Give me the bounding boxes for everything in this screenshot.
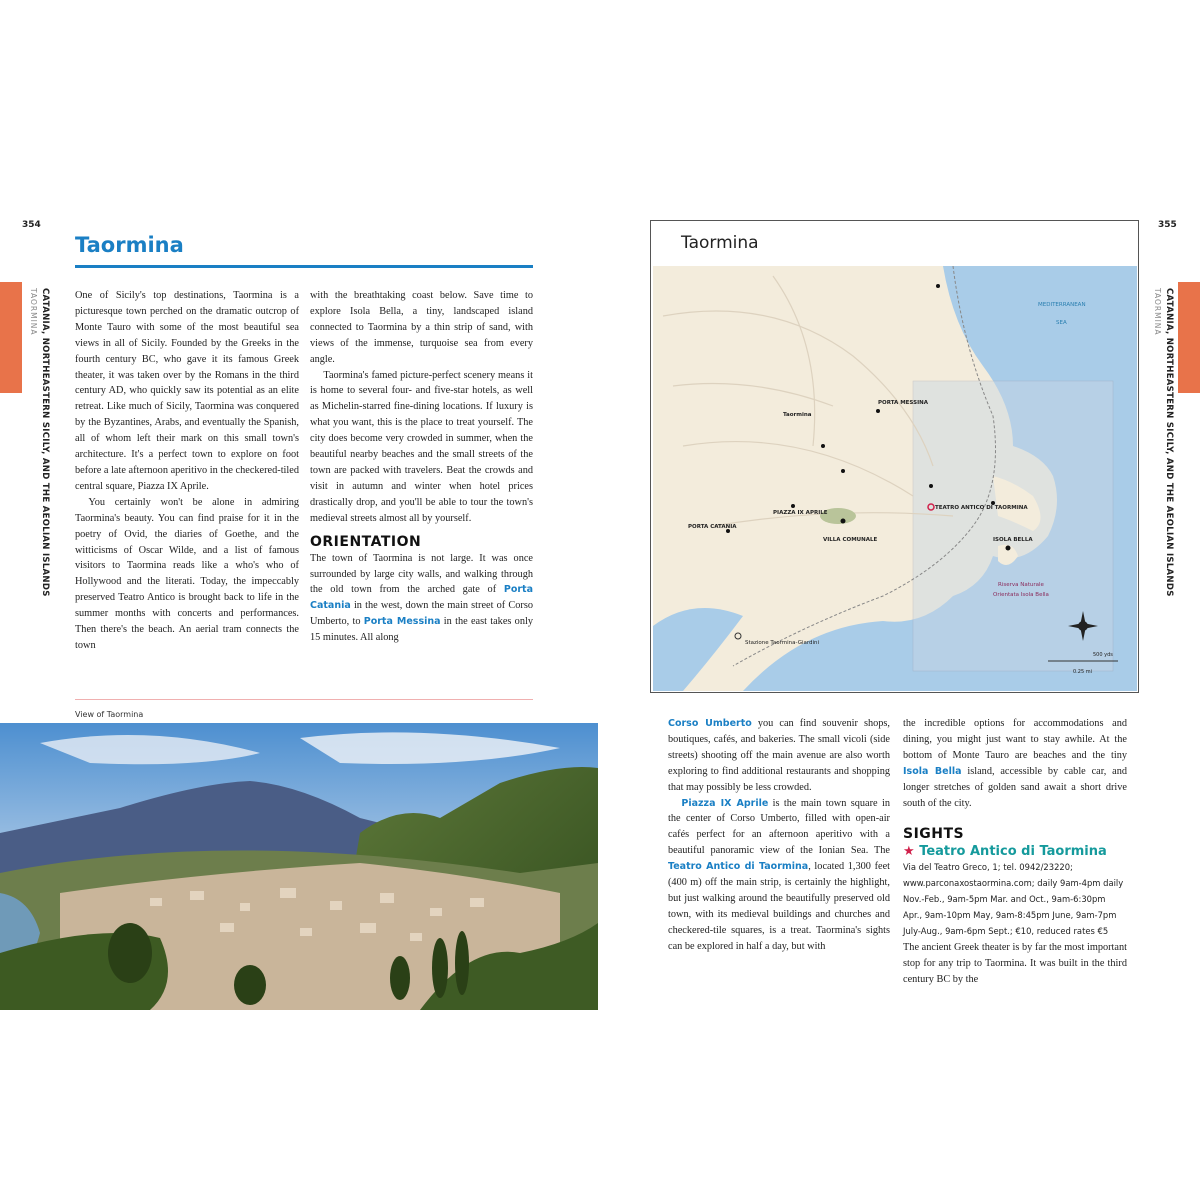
- link-teatro-antico[interactable]: Teatro Antico di Taormina: [668, 861, 809, 873]
- link-porta-catania[interactable]: Porta Catania: [310, 584, 533, 612]
- map-label-riserva: Riserva Naturale: [998, 582, 1044, 588]
- map-label-riserva-2: Orientata Isola Bella: [993, 592, 1049, 598]
- title-rule: [75, 265, 533, 268]
- map-label-town: Taormina: [783, 412, 812, 418]
- scale-label-miles: 0.25 mi: [1073, 669, 1092, 675]
- paragraph: You certainly won't be alone in admiring Taormina's beauty. You can find praise for it in the poetry of Ovid, the diaries of Goethe, and the witticisms of Oscar Wilde, and a list of famous visitors to Taormina reads like a who's who of Hollywood and the literati. Today, the impeccably preserved Teatro Antico is brought back to life in the summer months with concerts and performances. Then there's the beach. An aerial tram connects the town: [75, 496, 299, 651]
- star-icon: ★: [903, 844, 915, 860]
- running-sub-right: [1148, 288, 1167, 336]
- text: , located 1,300 feet (400 m) off the main strip, is certainly the highlight, but just walking around the beautifully preserved old town, with its medieval buildings and churches and checkered-tile squares, is a treat. Taormina's sights can be explored in half a day, but with: [668, 861, 890, 952]
- page-title: Taormina: [75, 233, 184, 257]
- link-piazza-ix-aprile[interactable]: Piazza IX Aprile: [681, 797, 769, 809]
- paragraph: The ancient Greek theater is by far the most important stop for any trip to Taormina. It was built in the third century BC by the: [903, 941, 1127, 985]
- text-column-1: [75, 288, 299, 654]
- paragraph: [668, 796, 890, 955]
- sight-details: Via del Teatro Greco, 1; tel. 0942/23220; www.parconaxostaormina.com; daily 9am-4pm daily Nov.-Feb., 9am-5pm Mar. and Oct., 9am-6:30pm Apr., 9am-10pm May, 9am-8:45pm June, 9am-7pm July-Aug., 9am-6pm Sept.; €10, reduced rates €5: [903, 862, 1124, 937]
- text-column-3: [668, 716, 890, 955]
- page-number-left: 354: [22, 220, 41, 230]
- map-label-piazza: PIAZZA IX APRILE: [773, 510, 828, 516]
- link-corso-umberto[interactable]: Corso Umberto: [668, 718, 752, 729]
- map-taormina[interactable]: [653, 266, 1137, 691]
- running-head-section: TAORMINA: [29, 288, 38, 336]
- page-number-right: 355: [1158, 220, 1177, 230]
- paragraph: One of Sicily's top destinations, Taormina is a picturesque town perched on the dramatic outcrop of Monte Tauro with some of the most beautiful sea views in all of Sicily. Founded by the Greeks in the fourth century BC, who gave it its famous Greek theater, it was taken over by the Romans in the third century AD, who quickly saw its potential as an elite retreat. Like much of Sicily, Taormina was conquered by the Byzantines, Arabs, and eventually the Spanish, all of whom left their mark on this small town's architecture. It's a perfect town to explore on foot before a late afternoon aperitivo in the checkered-tiled central square, Piazza IX Aprile.: [75, 290, 299, 492]
- sight-title: [903, 843, 1127, 860]
- map-label-sea: MEDITERRANEAN: [1038, 302, 1086, 308]
- paragraph: Taormina's famed picture-perfect scenery means it is home to several four- and five-star hotels, as well as Michelin-starred fine-dining locations. If luxury is what you want, this is the place to treat yourself. The city does become very crowded in summer, when the beautiful nearby beaches and the small streets of the town are packed with travelers. Beat the crowds and visit in autumn and winter when hotel prices drastically drop, and you'll be able to tour the town's medieval streets almost all by yourself.: [310, 369, 533, 524]
- running-head-section: TAORMINA: [1153, 288, 1162, 336]
- text-column-4: [903, 716, 1127, 988]
- text: The town of Taormina is not large. It was once surrounded by large city walls, and walking through the old town from the arched gate of: [310, 552, 533, 596]
- scale-label-yards: 500 yds: [1093, 652, 1113, 658]
- sight-name[interactable]: Teatro Antico di Taormina: [919, 844, 1107, 860]
- text: is the main town square in the center of Corso Umberto, filled with open-air cafés perfect for an afternoon aperitivo with a beautiful panoramic view of the Ionian Sea. The: [668, 797, 890, 857]
- section-heading-sights: SIGHTS: [903, 826, 965, 843]
- photo-view-of-taormina: [0, 723, 598, 1010]
- map-label-porta-messina: PORTA MESSINA: [878, 400, 929, 406]
- map-box: [650, 220, 1139, 693]
- text: island, accessible by cable car, and longer stretches of golden sand await a short drive south of the city.: [903, 765, 1127, 809]
- text: you can find souvenir shops, boutiques, cafés, and bakeries. The small vicoli (side streets) shooting off the main avenue are also worth exploring to find additional restaurants and shopping that may possibly be less crowded.: [668, 718, 890, 793]
- map-label-porta-catania: PORTA CATANIA: [688, 524, 737, 530]
- map-label-station: Stazione Taormina-Giardini: [745, 640, 820, 646]
- chapter-tab-left: [0, 282, 22, 393]
- text: the incredible options for accommodations and dining, you might just want to stay awhile. At the bottom of Monte Tauro are beaches and the tiny: [903, 718, 1127, 761]
- paragraph: [903, 716, 1127, 811]
- running-sub-left: [24, 288, 43, 336]
- paragraph: with the breathtaking coast below. Save time to explore Isola Bella, a tiny, landscaped island connected to Taormina by a thin strip of sand, with views of the immense, turquoise sea from every angle.: [310, 290, 533, 365]
- text-column-2: [310, 288, 533, 646]
- section-heading-orientation: ORIENTATION: [310, 533, 422, 550]
- map-label-villa: VILLA COMUNALE: [823, 537, 878, 543]
- text: in the west, down the main street of Corso Umberto, to: [310, 600, 533, 628]
- map-label-teatro: TEATRO ANTICO DI TAORMINA: [935, 505, 1028, 511]
- text: in the east takes only 15 minutes. All along: [310, 616, 533, 644]
- running-head-title: CATANIA, NORTHEASTERN SICILY, AND THE AEOLIAN ISLANDS: [1164, 288, 1174, 597]
- caption-rule: [75, 699, 533, 700]
- paragraph: [310, 551, 533, 646]
- map-title: Taormina: [681, 233, 759, 253]
- paragraph: [668, 716, 890, 796]
- running-head-title: CATANIA, NORTHEASTERN SICILY, AND THE AEOLIAN ISLANDS: [40, 288, 50, 597]
- photo-caption: View of Taormina: [75, 710, 144, 719]
- map-label-sea-2: SEA: [1056, 320, 1067, 326]
- map-label-isola: ISOLA BELLA: [993, 537, 1033, 543]
- link-porta-messina[interactable]: Porta Messina: [363, 616, 441, 628]
- link-isola-bella[interactable]: Isola Bella: [903, 765, 962, 777]
- chapter-tab-right: [1178, 282, 1200, 393]
